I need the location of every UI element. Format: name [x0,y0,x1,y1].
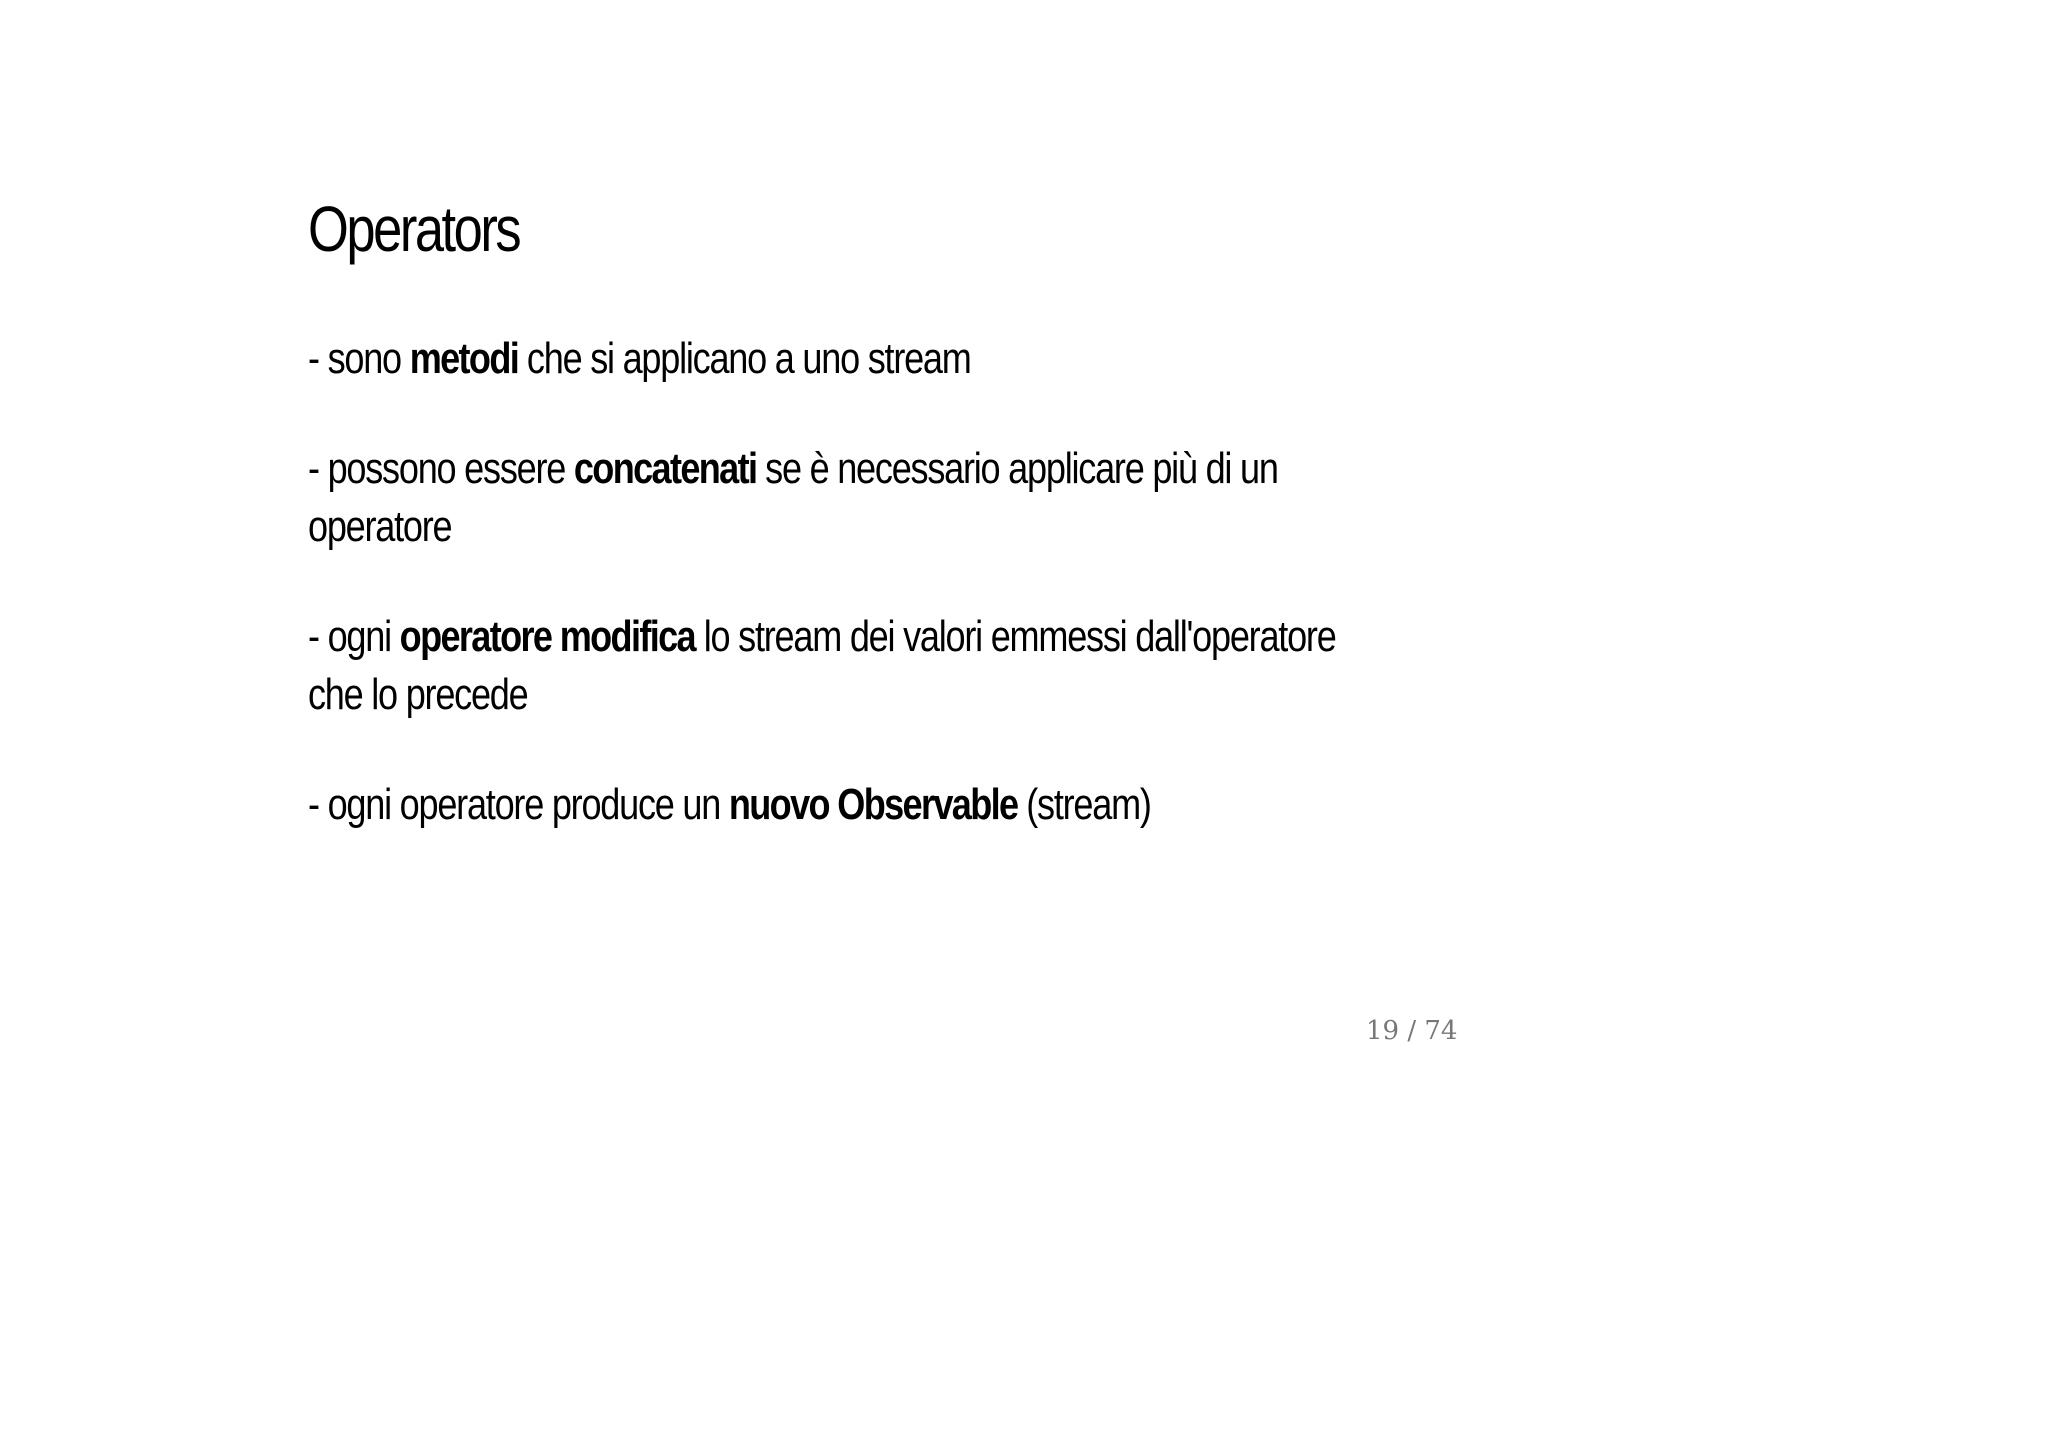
bullet-text: - sono [308,334,410,383]
bullet-emphasis: concatenati [573,444,757,493]
bullet-emphasis: metodi [409,334,519,383]
bullet-item [308,440,1341,556]
bullet-text: se è necessario applicare più di un operatore [308,444,1278,551]
bullet-text: che si applicano a uno stream [518,334,971,383]
bullet-emphasis: nuovo Observable [728,780,1018,829]
bullet-text: lo stream dei valori emmessi dall'operatore che lo precede [308,612,1336,719]
page-number: 19 / 74 [1366,1016,1458,1046]
slide-title: Operators [308,193,520,265]
bullet-text: - ogni operatore produce un [308,780,729,829]
bullet-text: (stream) [1017,780,1151,829]
bullet-item [308,608,1341,724]
bullet-emphasis: operatore modifica [399,612,695,661]
bullet-text: - possono essere [308,444,574,493]
bullet-item [308,330,1341,388]
bullet-text: - ogni [308,612,400,661]
bullet-item [308,776,1341,834]
bullet-list [308,330,1341,886]
